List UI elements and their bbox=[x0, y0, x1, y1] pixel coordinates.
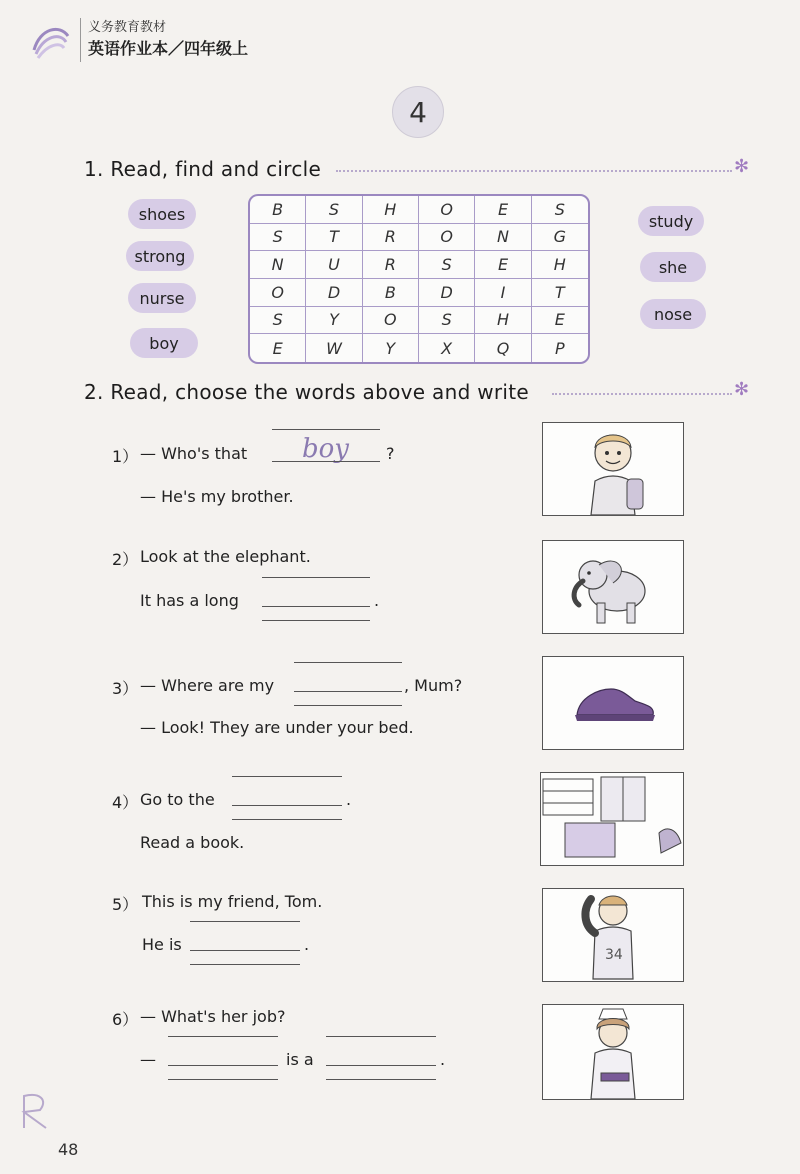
strong-boy-icon bbox=[543, 889, 683, 981]
grid-cell[interactable]: W bbox=[306, 334, 362, 362]
q3-post: , Mum? bbox=[404, 676, 463, 695]
elephant-picture bbox=[542, 540, 684, 634]
grid-cell[interactable]: O bbox=[363, 307, 419, 335]
blank-guide-line bbox=[190, 921, 300, 922]
q4-post: . bbox=[346, 790, 352, 809]
grid-cell[interactable]: O bbox=[419, 196, 475, 224]
elephant-icon bbox=[543, 541, 683, 633]
q5-number: 5） bbox=[112, 895, 139, 914]
blank-guide-line bbox=[294, 705, 402, 706]
q6-mid: is a bbox=[286, 1050, 314, 1069]
q4-line2: Read a book. bbox=[140, 833, 245, 852]
word-pill: nurse bbox=[128, 283, 196, 313]
blank-guide-line bbox=[262, 620, 370, 621]
grid-cell[interactable]: E bbox=[475, 196, 531, 224]
header-divider bbox=[80, 18, 81, 62]
word-pill: she bbox=[640, 252, 706, 282]
q1-post: ? bbox=[386, 444, 395, 463]
series-label: 义务教育教材 bbox=[88, 20, 167, 35]
grid-cell[interactable]: O bbox=[250, 279, 306, 307]
grid-cell[interactable]: Y bbox=[363, 334, 419, 362]
boy-with-backpack-icon bbox=[543, 423, 683, 515]
decorative-r-icon bbox=[16, 1090, 56, 1130]
word-pill: shoes bbox=[128, 199, 196, 229]
grid-cell[interactable]: E bbox=[250, 334, 306, 362]
q5-post: . bbox=[304, 935, 310, 954]
grid-cell[interactable]: Y bbox=[306, 307, 362, 335]
word-search-grid bbox=[248, 194, 590, 364]
q3-answer-blank[interactable] bbox=[294, 691, 402, 692]
shoe-icon bbox=[543, 657, 683, 749]
grid-cell[interactable]: I bbox=[475, 279, 531, 307]
q3-number: 3） bbox=[112, 679, 139, 698]
grid-cell[interactable]: U bbox=[306, 251, 362, 279]
unit-number: 4 bbox=[409, 95, 427, 129]
section1-title: 1. Read, find and circle bbox=[84, 157, 322, 181]
grid-cell[interactable]: T bbox=[532, 279, 588, 307]
grid-cell[interactable]: S bbox=[250, 224, 306, 252]
shoe-picture bbox=[542, 656, 684, 750]
q6-post: . bbox=[440, 1050, 446, 1069]
word-pill: study bbox=[638, 206, 704, 236]
q1-answer: boy bbox=[302, 434, 349, 464]
star-icon: ✻ bbox=[734, 379, 750, 400]
q4-prompt: Go to the bbox=[140, 790, 215, 809]
grid-cell[interactable]: H bbox=[475, 307, 531, 335]
grid-cell[interactable]: H bbox=[532, 251, 588, 279]
nurse-picture bbox=[542, 1004, 684, 1100]
q1-number: 1） bbox=[112, 447, 139, 466]
grid-cell[interactable]: O bbox=[419, 224, 475, 252]
q2-answer-blank[interactable] bbox=[262, 606, 370, 607]
q4-answer-blank[interactable] bbox=[232, 805, 342, 806]
book-title: 英语作业本／四年级上 bbox=[88, 39, 249, 58]
grid-cell[interactable]: N bbox=[475, 224, 531, 252]
blank-guide-line bbox=[272, 429, 380, 430]
jersey-number: 34 bbox=[605, 947, 623, 963]
grid-cell[interactable]: D bbox=[419, 279, 475, 307]
publisher-logo-icon bbox=[30, 22, 72, 64]
grid-cell[interactable]: T bbox=[306, 224, 362, 252]
blank-guide-line bbox=[232, 819, 342, 820]
q2-line1: Look at the elephant. bbox=[140, 547, 311, 566]
grid-cell[interactable]: S bbox=[250, 307, 306, 335]
q2-prompt: It has a long bbox=[140, 591, 239, 610]
section2-title: 2. Read, choose the words above and write bbox=[84, 380, 530, 404]
q2-post: . bbox=[374, 591, 380, 610]
grid-cell[interactable]: E bbox=[532, 307, 588, 335]
q6-answer-blank-1[interactable] bbox=[168, 1065, 278, 1066]
q4-number: 4） bbox=[112, 793, 139, 812]
q1-prompt: — Who's that bbox=[140, 444, 248, 463]
blank-guide-line bbox=[326, 1036, 436, 1037]
word-pill: nose bbox=[640, 299, 706, 329]
study-room-picture bbox=[540, 772, 684, 866]
q6-answer-blank-2[interactable] bbox=[326, 1065, 436, 1066]
q5-answer-blank[interactable] bbox=[190, 950, 300, 951]
blank-guide-line bbox=[168, 1079, 278, 1080]
grid-cell[interactable]: E bbox=[475, 251, 531, 279]
grid-cell[interactable]: Q bbox=[475, 334, 531, 362]
section2-dotted-rule bbox=[552, 393, 732, 395]
word-pill: strong bbox=[126, 241, 194, 271]
grid-cell[interactable]: D bbox=[306, 279, 362, 307]
q2-number: 2） bbox=[112, 550, 139, 569]
blank-guide-line bbox=[262, 577, 370, 578]
q1-answer-blank[interactable] bbox=[272, 461, 380, 462]
grid-cell[interactable]: N bbox=[250, 251, 306, 279]
grid-cell[interactable]: X bbox=[419, 334, 475, 362]
grid-cell[interactable]: R bbox=[363, 224, 419, 252]
grid-cell[interactable]: P bbox=[554, 338, 565, 358]
q5-line1: This is my friend, Tom. bbox=[142, 892, 323, 911]
nurse-icon bbox=[543, 1005, 683, 1099]
boy-picture bbox=[542, 422, 684, 516]
q6-number: 6） bbox=[112, 1010, 139, 1029]
word-pill: boy bbox=[130, 328, 198, 358]
page-number: 48 bbox=[58, 1140, 79, 1159]
q6-line1: — What's her job? bbox=[140, 1007, 286, 1026]
grid-cell[interactable]: S bbox=[419, 307, 475, 335]
grid-cell[interactable]: S bbox=[419, 251, 475, 279]
study-room-icon bbox=[541, 773, 683, 865]
unit-number-badge bbox=[392, 86, 444, 138]
grid-cell[interactable]: R bbox=[363, 251, 419, 279]
q3-prompt: — Where are my bbox=[140, 676, 275, 695]
blank-guide-line bbox=[326, 1079, 436, 1080]
grid-cell[interactable]: S bbox=[532, 196, 588, 224]
grid-cell[interactable]: G bbox=[532, 224, 588, 252]
blank-guide-line bbox=[232, 776, 342, 777]
section1-dotted-rule bbox=[336, 170, 732, 172]
grid-cell[interactable]: H bbox=[363, 196, 419, 224]
blank-guide-line bbox=[190, 964, 300, 965]
blank-guide-line bbox=[168, 1036, 278, 1037]
blank-guide-line bbox=[294, 662, 402, 663]
star-icon: ✻ bbox=[734, 156, 750, 177]
q1-reply: — He's my brother. bbox=[140, 487, 294, 506]
strong-boy-picture bbox=[542, 888, 684, 982]
grid-cell[interactable]: B bbox=[363, 279, 419, 307]
grid-cell[interactable]: B bbox=[250, 196, 306, 224]
grid-cell[interactable]: S bbox=[306, 196, 362, 224]
q3-reply: — Look! They are under your bed. bbox=[140, 718, 414, 737]
q5-prompt: He is bbox=[142, 935, 182, 954]
q6-dash: — bbox=[140, 1050, 156, 1069]
